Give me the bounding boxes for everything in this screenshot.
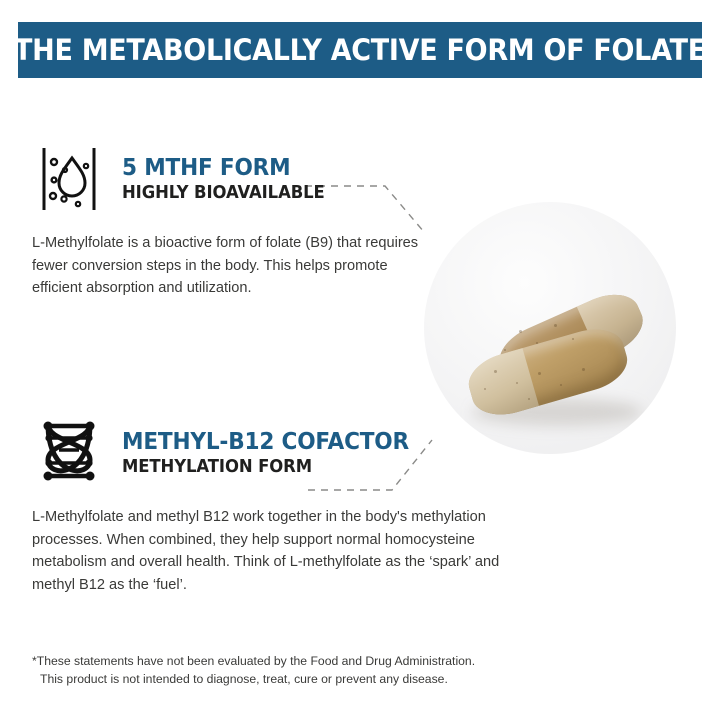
disclaimer-line-1: *These statements have not been evaluated by the Food and Drug Administration. — [32, 654, 476, 668]
dna-methylation-icon — [30, 414, 108, 492]
feature-titles — [122, 155, 338, 203]
feature-title: 5 MTHF FORM — [122, 155, 291, 181]
feature-title: METHYL-B12 COFACTOR — [122, 429, 409, 455]
page-title: THE METABOLICALLY ACTIVE FORM OF FOLATE — [14, 33, 706, 67]
feature-block-methyl-b12 — [30, 414, 510, 596]
droplet-absorption-icon — [30, 140, 108, 218]
feature-header — [30, 140, 430, 218]
feature-description: L-Methylfolate is a bioactive form of folate (B9) that requires fewer conversion steps in the body. This helps promote efficient absorption and utilization. — [32, 235, 419, 296]
disclaimer-line-2: This product is not intended to diagnose, treat, cure or prevent any disease. — [40, 672, 448, 686]
feature-description: L-Methylfolate and methyl B12 work together in the body's methylation processes. When combined, they help support normal homocysteine metabolism and overall health. Think of L-methylfolate as the ‘spark’ and methyl B12 as the ‘fuel’. — [32, 509, 500, 593]
feature-subtitle: METHYLATION FORM — [122, 457, 313, 477]
feature-block-5-mthf — [30, 140, 430, 300]
feature-subtitle: HIGHLY BIOAVAILABLE — [122, 183, 325, 203]
feature-header — [30, 414, 510, 492]
header-banner — [14, 22, 706, 78]
disclaimer — [32, 652, 692, 688]
feature-titles — [122, 429, 427, 477]
